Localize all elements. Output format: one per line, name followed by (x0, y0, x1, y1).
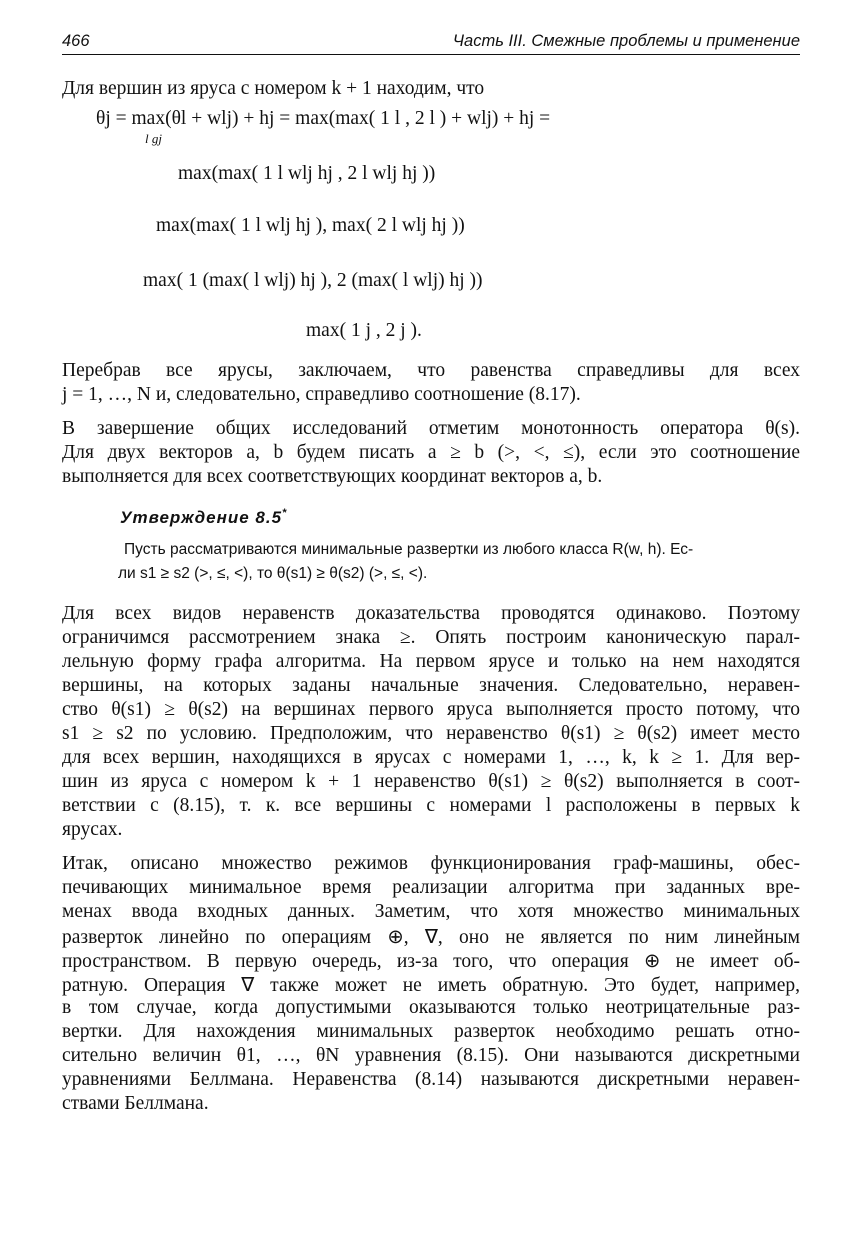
para3-line: ветствии с (8.15), т. к. все вершины с номерами l расположены в первых k (62, 795, 800, 816)
para4-line: уравнениями Беллмана. Неравенства (8.14) называются дискретными нерaвен- (62, 1069, 800, 1090)
running-title: Часть III. Смежные проблемы и применение (452, 32, 800, 50)
para3-line: ство θ(s1) ≥ θ(s2) на вершинах первого яруса выполняется просто потому, что (62, 699, 800, 720)
page-number: 466 (62, 32, 90, 50)
para2-line-2: Для двух векторов a, b будем писать a ≥ b (>, <, ≤), если это соотношение (62, 442, 800, 463)
para3-line: для всех вершин, находящихся в ярусах с номерами 1, …, k, k ≥ 1. Для вер- (62, 747, 800, 768)
theorem-line-1: Пусть рассматриваются минимальные развертки из любого класса R(w, h). Ес- (124, 541, 694, 558)
para4-line: Итак, описано множество режимов функционирования граф-машины, обес- (62, 853, 800, 874)
para3-line: ограничимся рассмотрением знака ≥. Опять построим каноническую парал- (62, 627, 800, 648)
para4-line: печивающих минимальное время реализации алгоритма при заданных вре- (62, 877, 800, 898)
para4-line: вертки. Для нахождения минимальных разверток необходимо решать отно- (62, 1021, 800, 1042)
intro-line: Для вершин из яруса с номером k + 1 находим, что (62, 78, 485, 99)
para2-line-3: выполняется для всех соответствующих координат векторов a, b. (62, 466, 603, 487)
theorem-title-mark: * (282, 507, 288, 519)
running-header (62, 30, 800, 54)
formula-line-3: max(max( 1 l wlj hj ), max( 2 l wlj hj )) (156, 215, 465, 236)
para4-line: пространством. В первую очередь, из-за того, что операция ⊕ не имеет об- (62, 951, 800, 972)
para3-line: вершины, на которых заданы начальные значения. Следовательно, неравен- (62, 675, 800, 696)
theorem-line-2: ли s1 ≥ s2 (>, ≤, <), то θ(s1) ≥ θ(s2) (>, ≤, <). (118, 565, 428, 582)
para4-line: в том случае, когда допустимыми оказываются только неотрицательные раз- (62, 997, 800, 1018)
formula-line-5: max( 1 j , 2 j ). (306, 320, 422, 341)
theorem-title (120, 508, 287, 528)
para4-line: ратную. Операция ∇ также может не иметь обратную. Это будет, например, (62, 975, 800, 996)
para4-line: разверток линейно по операциям ⊕, ∇, оно не является по ним линейным (62, 927, 800, 948)
para4-line: сительно величин θ1, …, θN уравнения (8.15). Они называются дискретными (62, 1045, 800, 1066)
para1-line-1: Перебрав все ярусы, заключаем, что равенства справедливы для всех (62, 360, 800, 381)
para4-line: менах ввода входных данных. Заметим, что хотя множество минимальных (62, 901, 800, 922)
theorem-title-text: Утверждение 8.5 (120, 508, 283, 527)
para2-line-1: В завершение общих исследований отметим монотонность оператора θ(s). (62, 418, 800, 439)
para3-line: лельную форму графа алгоритма. На первом ярусе и только на нем находятся (62, 651, 800, 672)
header-rule (62, 54, 800, 55)
para3-line: Для всех видов неравенств доказательства проводятся одинаково. Поэтому (62, 603, 800, 624)
formula-line-1: θj = max(θl + wlj) + hj = max(max( 1 l , 2 l ) + wlj) + hj = (96, 108, 551, 129)
formula-line-4: max( 1 (max( l wlj) hj ), 2 (max( l wlj) hj )) (143, 270, 483, 291)
formula-line-1-subscript: l gj (145, 131, 162, 146)
formula-line-2: max(max( 1 l wlj hj , 2 l wlj hj )) (178, 163, 436, 184)
para3-line: s1 ≥ s2 по условию. Предположим, что неравенство θ(s1) ≥ θ(s2) имеет место (62, 723, 800, 744)
para3-line: ярусах. (62, 819, 123, 840)
para4-line: ствами Беллмана. (62, 1093, 209, 1114)
para3-line: шин из яруса с номером k + 1 неравенство θ(s1) ≥ θ(s2) выполняется в соот- (62, 771, 800, 792)
para1-line-2: j = 1, …, N и, следовательно, справедливо соотношение (8.17). (62, 384, 581, 405)
